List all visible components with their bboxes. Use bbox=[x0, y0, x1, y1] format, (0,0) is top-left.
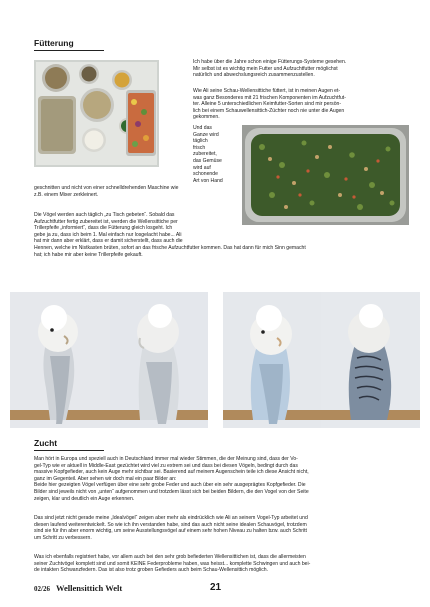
magazine-name: Wellensittich Welt bbox=[56, 583, 123, 593]
sprout-mix-photo bbox=[242, 125, 409, 225]
budgie-photo-3 bbox=[223, 292, 321, 428]
fuetterung-paragraph-5: Die Vögel werden auch täglich „zu Tisch gebeten“. Sobald das Aufzuchtfutter fertig zubereitet ist, werden die Wellensittiche per Trillerpfeife „informiert“, dass die Fütterung gleich losgeht. Ich gebe ja zu, dass ich beim 1. Mal einfach nur losgelacht habe... Ali hat mir dann aber erklärt, dass er damit sicherstellt, dass auch die Hennen, welche im Nistkasten brüten, sofort an das frische Aufzuchtfutter kommen. Das hat dann für mich Sinn gemacht hat; ich habe mir aber keine Trillerpfeife gekauft. bbox=[34, 212, 306, 258]
budgie-photo-2 bbox=[110, 292, 208, 428]
heading-underline bbox=[34, 50, 104, 51]
heading-underline bbox=[34, 450, 104, 451]
budgie-photo-1 bbox=[10, 292, 110, 428]
fuetterung-paragraph-2: Wie Ali seine Schau-Wellensittiche füttert, ist in meinen Augen et- was ganz Besonderes mit 21 frischen Komponenten im Aufzuchtfut- ter. Alleine 5 unterschiedlichen Keimfutter-Sorten sind mir persön- lich bei einem Schauwellensittich-Züchter noch nie unter die Augen gekommen. bbox=[193, 88, 346, 121]
section-heading-zucht: Zucht bbox=[34, 438, 58, 448]
budgie-photo-4 bbox=[321, 292, 420, 428]
fuetterung-paragraph-4: geschnitten und nicht von einer schnelldrehenden Maschine wie z.B. einem Mixer zerkleinert. bbox=[34, 185, 179, 198]
zucht-paragraph-3: Was ich ebenfalls registriert habe, vor allem auch bei den sehr grob befiederten Wellensittichen ist, dass die allermeisten seiner Zuchtvögel komplett sind und somit KEINE Federprobleme haben, was heisst... komplette Schwingen und auch bei- de intakten Schwanzfedern. Das ist also trotz groben Gefieders auch beim Schau-Wellensittich möglich. bbox=[34, 554, 311, 574]
food-bowls-photo bbox=[34, 60, 159, 167]
section-heading-fuetterung: Fütterung bbox=[34, 38, 74, 48]
zucht-paragraph-1: Man hört in Europa und speziell auch in Deutschland immer mal wieder Stimmen, die der Meinung sind, dass der Vo- gel-Typ wie er aktuell in Middle-East gezüchtet wird viel zu extrem sei und dass bei diesen Vögeln, bedingt durch das massive Kopfgefieder, auch kein Auge mehr sichtbar sei. Basierend auf meinem Augenschein teile ich diese Ansicht nicht, ganz im Gegenteil. Aber sehen wir doch mal ein paar Bilder an: Beide hier gezeigten Vögel verfügen über eine sehr grobe Feder und auch über ein sehr ausgeprägtes Kopfgefieder. Die Bilder sind jeweils nicht von „unten“ aufgenommen und trotzdem lässt sich bei beiden Bildern, die den Vogel von der Seite zeigen, klar und deutlich ein Auge erkennen. bbox=[34, 456, 309, 502]
page-number: 21 bbox=[210, 582, 222, 593]
fuetterung-paragraph-3: Und das Ganze wird täglich frisch zubereitet, das Gemüse wird auf schonende Art von Hand bbox=[193, 125, 223, 184]
zucht-paragraph-2: Das sind jetzt nicht gerade meine „Idealvögel“ zeigen aber mehr als eindrücklich wie Ali an seinem Vogel-Typ arbeitet und diesen laufend weiterentwickelt. So wie ich ihn verstanden habe, sind das auch nicht seine idealen Schauvögel, trotzdem sind sie für ihn aber enorm wichtig, um seine Ausstellungsvögel auf einem sehr hohen Niveau zu halten bzw. auch Schritt um Schritt zu verbessern. bbox=[34, 515, 308, 541]
fuetterung-paragraph-1: Ich habe über die Jahre schon einige Fütterungs-Systeme gesehen. Mir selbst ist es wichtig mein Futter und Aufzuchtfutter möglichst natürlich und abwechslungsreich zusammenzustellen. bbox=[193, 59, 347, 79]
issue-number: 02/26 bbox=[34, 585, 50, 593]
